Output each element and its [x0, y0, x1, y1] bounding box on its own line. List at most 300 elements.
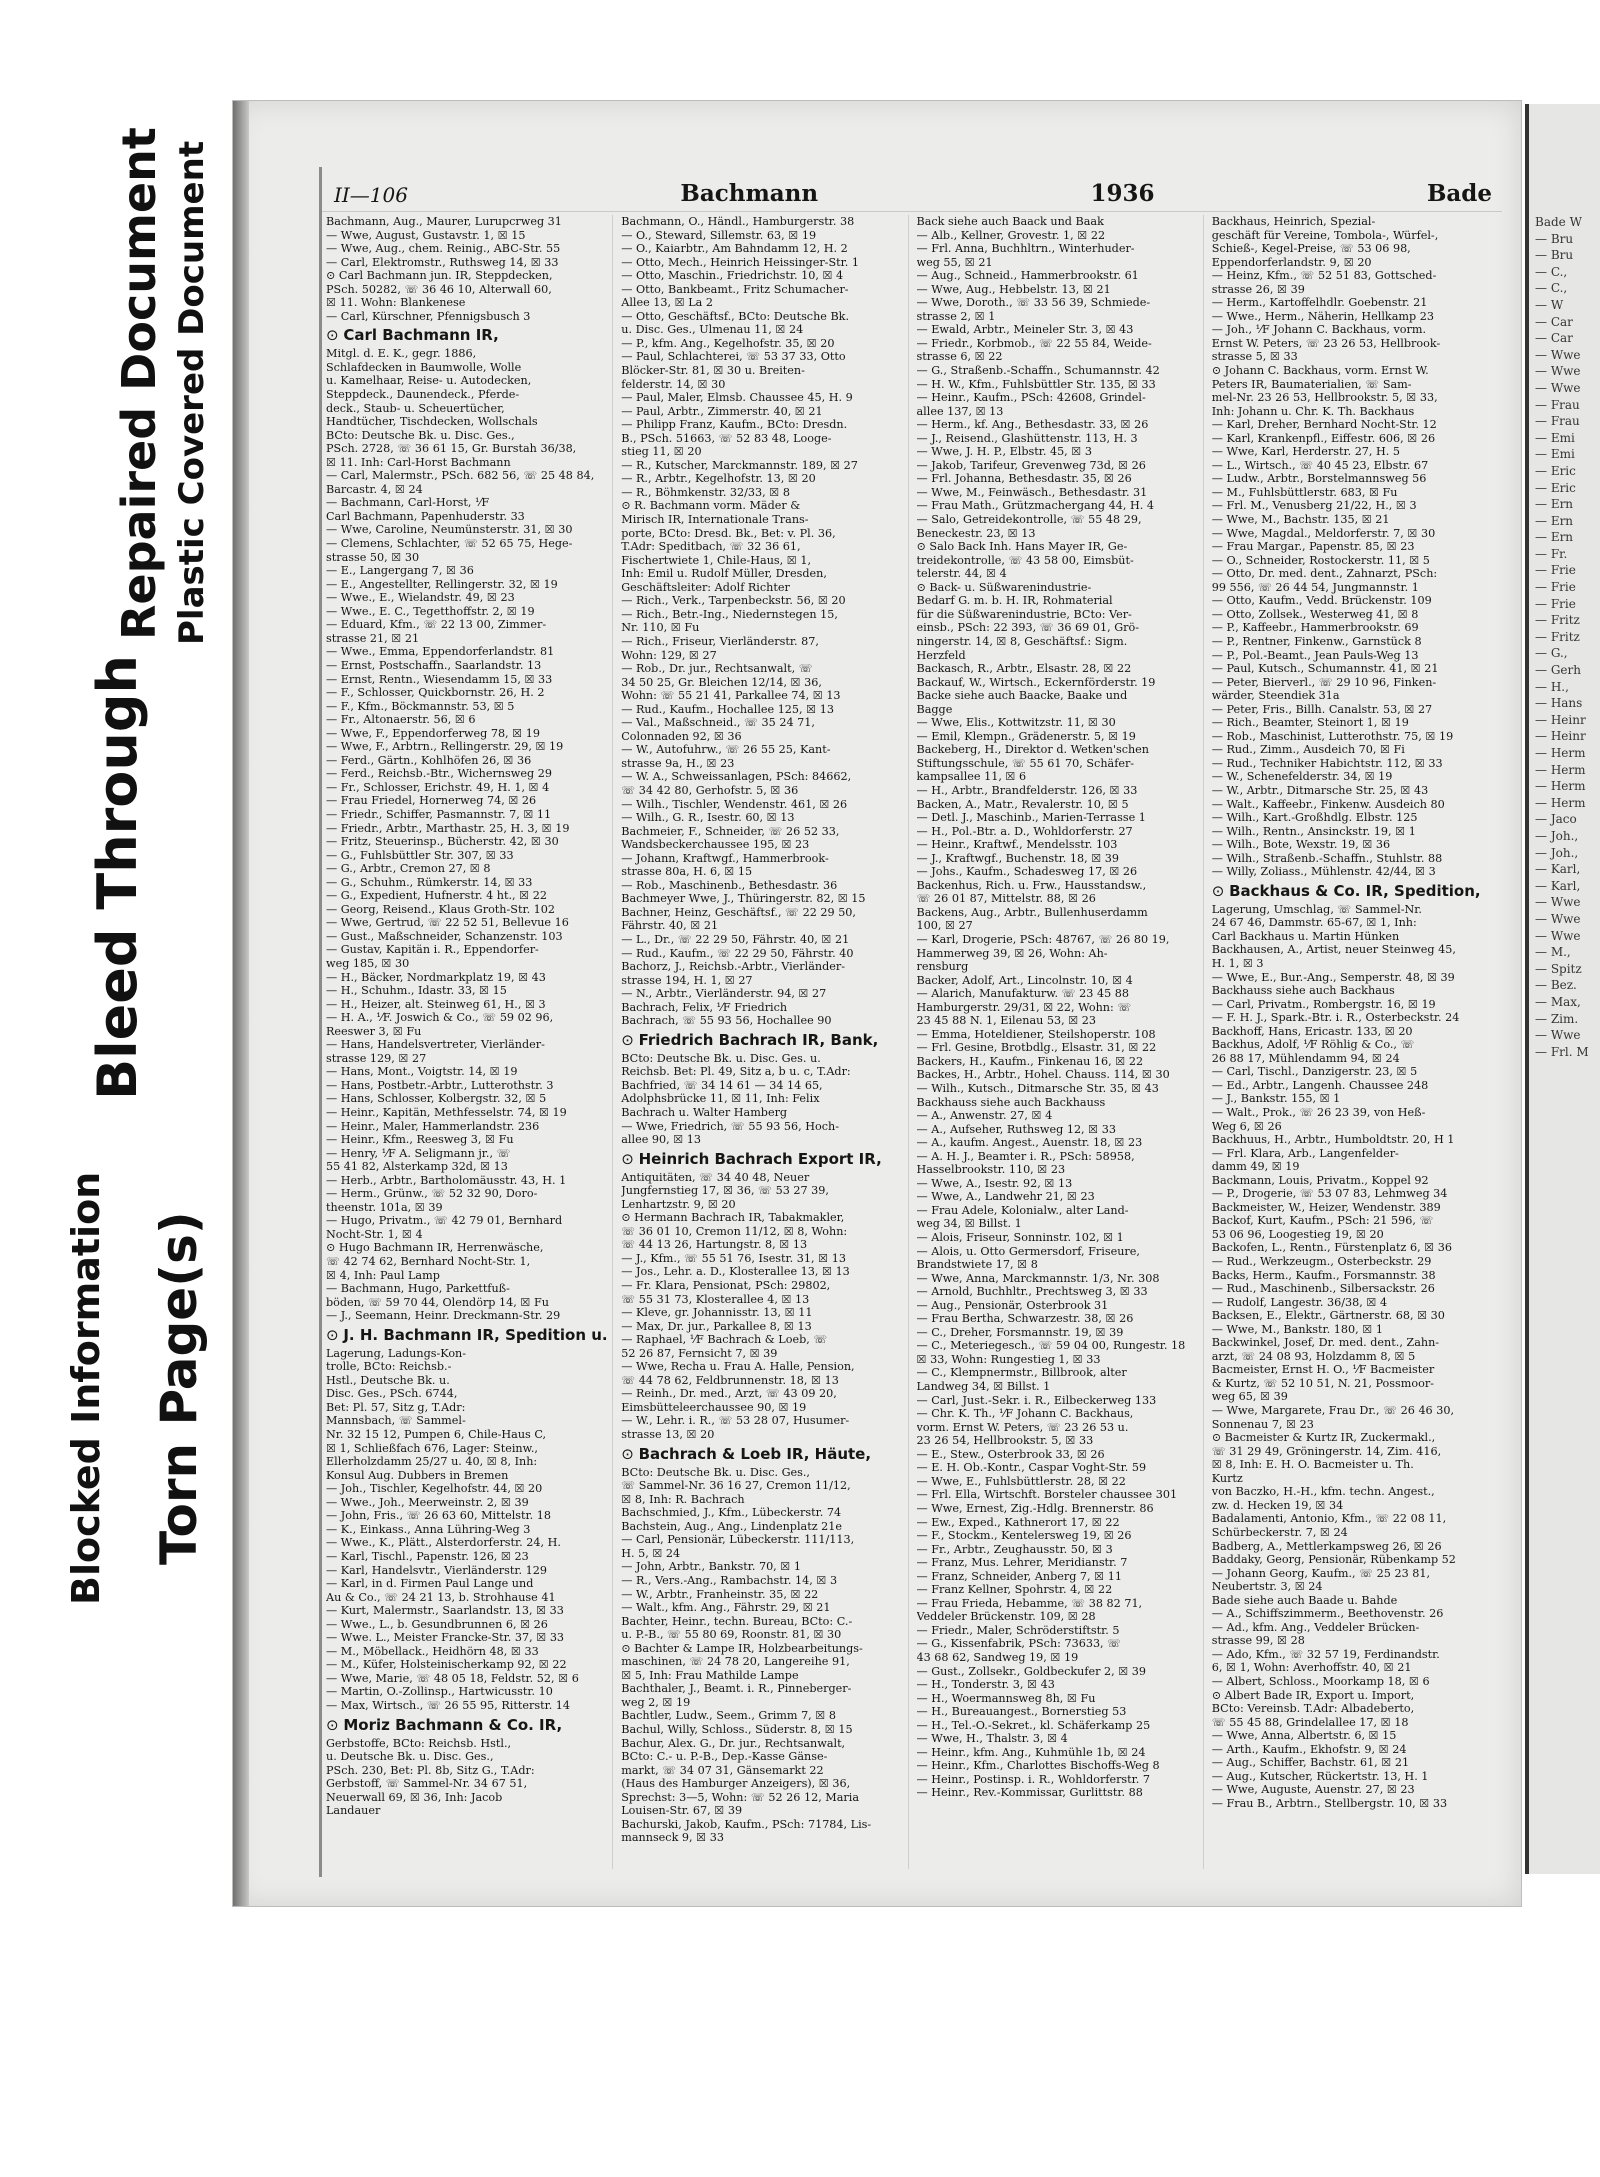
directory-entry: Reichsb. Bet: Pl. 49, Sitz a, b u. c, T.Adr: — [621, 1065, 851, 1079]
adjacent-page-line: — Herm — [1535, 746, 1586, 760]
directory-entry: — Ferd., Gärtn., Kohlhöfen 26, ☒ 36 — [326, 753, 532, 767]
directory-entry: ☒ 33, Wohn: Rungestieg 1, ☒ 33 — [916, 1352, 1101, 1366]
directory-entry: (Haus des Hamburger Anzeigers), ☒ 36, — [621, 1777, 851, 1791]
directory-entry: — Otto, Zollsek., Westerweg 41, ☒ 8 — [1211, 607, 1419, 621]
directory-entry: strasse 194, H. 1, ☒ 27 — [621, 973, 753, 987]
directory-entry: Bachrach, Felix, ⅟F Friedrich — [621, 1000, 788, 1014]
directory-entry: — Hans, Postbetr.-Arbtr., Lutterothstr. 3 — [326, 1078, 554, 1092]
directory-entry: — Peter, Bierverl., ☏ 29 10 96, Finken- — [1211, 675, 1437, 689]
adjacent-page-line: — Heinr — [1535, 729, 1586, 744]
directory-entry: — Wwe, A., Isestr. 92, ☒ 13 — [916, 1176, 1073, 1190]
directory-entry: Carl Bachmann, Papenhuderstr. 33 — [326, 509, 525, 523]
directory-entry: PSch. 50282, ☏ 36 46 10, Alterwall 60, — [326, 282, 552, 296]
directory-entry: — Rob., Dr. jur., Rechtsanwalt, ☏ — [621, 662, 813, 676]
header-left-word: Bachmann — [680, 180, 819, 207]
directory-entry: — John, Arbtr., Bankstr. 70, ☒ 1 — [621, 1560, 802, 1574]
directory-entry: — Otto, Dr. med. dent., Zahnarzt, PSch: — [1211, 567, 1438, 581]
directory-entry: Kurtz — [1211, 1471, 1243, 1485]
directory-entry: — Alarich, Manufakturw. ☏ 23 45 88 — [916, 987, 1129, 1001]
directory-entry: — Wwe., L., b. Gesundbrunnen 6, ☒ 26 — [326, 1617, 548, 1631]
adjacent-page-line: — Karl, — [1535, 862, 1581, 877]
directory-entry: u. Disc. Ges., Ulmenau 11, ☒ 24 — [621, 323, 804, 337]
adjacent-page-line: — Karl, — [1535, 878, 1581, 893]
directory-entry: Backhauss siehe auch Backhauss — [916, 1095, 1106, 1109]
adjacent-page-line: Bade W — [1535, 215, 1582, 229]
directory-entry: maschinen, ☏ 24 78 20, Langereihe 91, — [621, 1655, 850, 1669]
directory-entry: — Rud., Kaufm., Hochallee 125, ☒ 13 — [621, 702, 834, 716]
adjacent-page-line: — Eric — [1535, 480, 1576, 495]
directory-entry: — Carl, Kürschner, Pfennigsbusch 3 — [326, 309, 531, 323]
directory-entry: — G., Expedient, Hufnerstr. 4 ht., ☒ 22 — [326, 889, 547, 903]
directory-entry: — F., Kfm., Böckmannstr. 53, ☒ 5 — [326, 699, 515, 713]
directory-entry: BCto: Deutsche Bk. u. Disc. Ges. u. — [621, 1051, 821, 1065]
page-number: II—106 — [334, 183, 408, 207]
directory-entry: — Wwe, Margarete, Frau Dr., ☏ 26 46 30, — [1211, 1404, 1455, 1418]
directory-entry: BCto: Deutsche Bk. u. Disc. Ges., — [621, 1465, 810, 1479]
directory-entry: Gerbstoffe, BCto: Reichsb. Hstl., — [326, 1736, 512, 1750]
directory-entry: — Frl. Gesine, Brotbdlg., Elsastr. 31, ☒ 22 — [916, 1041, 1157, 1055]
directory-entry: ⊙ Albert Bade IR, Export u. Import, — [1211, 1688, 1415, 1702]
directory-entry: — G., Schuhm., Rümkerstr. 14, ☒ 33 — [326, 875, 533, 889]
directory-entry: — Paul, Kutsch., Schumannstr. 41, ☒ 21 — [1211, 662, 1439, 676]
directory-entry: — Fr. Klara, Pensionat, PSch: 29802, — [621, 1279, 831, 1293]
adjacent-page-line: — M., — [1535, 945, 1571, 960]
directory-entry: Sprechst: 3—5, Wohn: ☏ 52 26 12, Maria — [621, 1790, 860, 1804]
directory-entry: ☒ 8, Inh: E. H. O. Bacmeister u. Th. — [1211, 1458, 1414, 1472]
adjacent-page-line: — Frau — [1535, 414, 1580, 429]
directory-entry: — Emma, Hoteldiener, Steilshoperstr. 108 — [916, 1027, 1156, 1041]
directory-entry: zw. d. Hecken 19, ☒ 34 — [1211, 1498, 1344, 1512]
directory-entry: — Wwe, Friedrich, ☏ 55 93 56, Hoch- — [621, 1119, 840, 1133]
directory-entry: — C., Meteriegesch., ☏ 59 04 00, Rungestr. 18 — [916, 1339, 1186, 1353]
directory-entry: — Philipp Franz, Kaufm., BCto: Dresdn. — [621, 418, 848, 432]
directory-entry: — L., Wirtsch., ☏ 40 45 23, Elbstr. 67 — [1211, 458, 1429, 472]
directory-entry: — E. H. Ob.-Kontr., Caspar Voght-Str. 59 — [916, 1461, 1147, 1475]
directory-entry: — Karl, Tischl., Papenstr. 126, ☒ 23 — [326, 1549, 529, 1563]
directory-entry: — H., Bäcker, Nordmarkplatz 19, ☒ 43 — [326, 970, 546, 984]
adjacent-page-line: — Ern — [1535, 513, 1574, 528]
directory-entry: — Frau Math., Grützmachergang 44, H. 4 — [916, 499, 1154, 513]
directory-entry: Backenhus, Rich. u. Frw., Hausstandsw., — [916, 878, 1147, 892]
directory-entry: — Herm., Grünw., ☏ 52 32 90, Doro- — [326, 1187, 538, 1201]
directory-entry: — Detl. J., Maschinb., Marien-Terrasse 1 — [916, 811, 1146, 825]
directory-entry: — Wwe, E., Bur.-Ang., Semperstr. 48, ☒ 39 — [1211, 970, 1455, 984]
directory-entry: — E., Langergang 7, ☒ 36 — [326, 564, 474, 578]
directory-entry: — Wwe. L., Meister Francke-Str. 37, ☒ 33 — [326, 1631, 565, 1645]
label-repaired-document: Repaired Document — [112, 127, 166, 640]
adjacent-page-line: — Wwe — [1535, 364, 1581, 379]
directory-entry: — E., Angestellter, Rellingerstr. 32, ☒ 19 — [326, 577, 558, 591]
directory-entry: H. 1, ☒ 3 — [1211, 956, 1264, 970]
directory-entry: 99 556, ☏ 26 44 54, Jungmannstr. 1 — [1211, 580, 1419, 594]
directory-entry: — Karl, in d. Firmen Paul Lange und — [326, 1577, 534, 1591]
directory-entry: ☏ 36 01 10, Cremon 11/12, ☒ 8, Wohn: — [621, 1224, 848, 1238]
adjacent-page-line: — Eric — [1535, 463, 1576, 478]
directory-entry: weg 34, ☒ Billst. 1 — [916, 1217, 1022, 1231]
directory-entry: — Aug., Schiffer, Bachstr. 61, ☒ 21 — [1211, 1756, 1410, 1770]
directory-entry: ☏ 34 42 80, Gerhofstr. 5, ☒ 36 — [621, 783, 799, 797]
directory-entry: ⊙ Carl Bachmann jun. IR, Steppdecken, — [326, 269, 553, 283]
directory-entry: porte, BCto: Dresd. Bk., Bet: v. Pl. 36, — [621, 526, 836, 540]
directory-entry: — P., Rentner, Finkenw., Garnstück 8 — [1211, 634, 1422, 648]
directory-entry: — Bachmann, Carl-Horst, ⅟F — [326, 496, 490, 510]
directory-entry: — G., Fuhlsbüttler Str. 307, ☒ 33 — [326, 848, 514, 862]
directory-entry: Stiftungsschule, ☏ 55 61 70, Schäfer- — [916, 756, 1135, 770]
directory-entry: — Val., Maßschneid., ☏ 35 24 71, — [621, 716, 815, 730]
directory-entry: Backmeister, W., Heizer, Wendenstr. 389 — [1211, 1200, 1441, 1214]
directory-entry: ☏ 55 31 73, Klosterallee 4, ☒ 13 — [621, 1292, 810, 1306]
directory-entry: — H., Arbtr., Brandfelderstr. 126, ☒ 33 — [916, 783, 1138, 797]
directory-entry: — Max, Wirtsch., ☏ 26 55 95, Ritterstr. 14 — [326, 1698, 571, 1712]
directory-entry: — Arnold, Buchhltr., Prechtsweg 3, ☒ 33 — [916, 1285, 1148, 1299]
directory-entry: — Hugo, Privatm., ☏ 42 79 01, Bernhard — [326, 1214, 563, 1228]
directory-entry: — J., Reisend., Glashüttenstr. 113, H. 3 — [916, 431, 1138, 445]
directory-entry: Bagge — [916, 702, 953, 716]
directory-entry: ☒ 8, Inh: R. Bachrach — [621, 1492, 745, 1506]
adjacent-page-line: — Joh., — [1535, 828, 1579, 843]
directory-entry: — Emil, Klempn., Grädenerstr. 5, ☒ 19 — [916, 729, 1136, 743]
directory-entry: — Otto, Bankbeamt., Fritz Schumacher- — [621, 282, 849, 296]
directory-entry: — Wilh., Kutsch., Ditmarsche Str. 35, ☒ 43 — [916, 1082, 1159, 1095]
directory-entry: Adolphsbrücke 11, ☒ 11, Inh: Felix — [621, 1092, 820, 1106]
directory-entry: — Fr., Schlosser, Erichstr. 49, H. 1, ☒ 4 — [326, 780, 550, 794]
directory-entry: — A., kaufm. Angest., Auenstr. 18, ☒ 23 — [916, 1136, 1143, 1150]
directory-entry: — Wwe., K., Plätt., Alsterdorferstr. 24, H. — [326, 1536, 561, 1550]
directory-entry: — Aug., Kutscher, Rückertstr. 13, H. 1 — [1211, 1769, 1429, 1783]
directory-entry: felderstr. 14, ☒ 30 — [621, 377, 726, 391]
adjacent-page-line: — Gerh — [1535, 663, 1581, 678]
directory-entry: u. Kamelhaar, Reise- u. Autodecken, — [326, 374, 532, 388]
directory-entry: — Paul, Schlachterei, ☏ 53 37 33, Otto — [621, 350, 846, 364]
directory-entry: Backwinkel, Josef, Dr. med. dent., Zahn- — [1211, 1336, 1440, 1350]
directory-entry: — Henry, ⅟F A. Seligmann jr., ☏ — [326, 1146, 511, 1160]
directory-entry: — Wwe, Elis., Kottwitzstr. 11, ☒ 30 — [916, 716, 1116, 730]
directory-entry: Brandstwiete 17, ☒ 8 — [916, 1258, 1038, 1272]
directory-entry: Bachmeyer Wwe, J., Thüringerstr. 82, ☒ 15 — [621, 892, 866, 906]
adjacent-page-line: — Wwe — [1535, 1028, 1581, 1043]
directory-entry: PSch. 2728, ☏ 36 61 15, Gr. Burstah 36/38, — [326, 442, 577, 456]
directory-entry: — Frau Bertha, Schwarzestr. 38, ☒ 26 — [916, 1312, 1134, 1326]
directory-entry: — Wwe, A., Landwehr 21, ☒ 23 — [916, 1190, 1095, 1204]
directory-entry: 53 06 96, Loogestieg 19, ☒ 20 — [1211, 1227, 1384, 1241]
directory-entry: — J., Seemann, Heinr. Dreckmann-Str. 29 — [326, 1309, 561, 1323]
directory-entry: — Wwe, J. H. P., Elbstr. 45, ☒ 3 — [916, 445, 1092, 459]
directory-entry: — O., Kaiarbtr., Am Bahndamm 12, H. 2 — [621, 242, 848, 256]
directory-entry: BCto: Deutsche Bk. u. Disc. Ges., — [326, 428, 515, 442]
directory-entry: strasse 26, ☒ 39 — [1211, 282, 1305, 296]
directory-entry: Carl Backhaus u. Martin Hünken — [1211, 929, 1400, 943]
directory-entry: Veddeler Brückenstr. 109, ☒ 28 — [916, 1610, 1096, 1624]
directory-entry: weg 55, ☒ 21 — [916, 255, 993, 269]
directory-entry: Schieß-, Kegel-Preise, ☏ 53 06 98, — [1211, 242, 1411, 256]
column-4 — [1212, 215, 1498, 1869]
header-year: 1936 — [1090, 180, 1155, 207]
directory-entry: Backhus, Adolf, ⅟F Röhlig & Co., ☏ — [1211, 1038, 1415, 1052]
directory-entry: — Wwe, Karl, Herderstr. 27, H. 5 — [1211, 445, 1401, 459]
adjacent-page-line: — Frie — [1535, 596, 1576, 611]
directory-entry: & Kurtz, ☏ 52 10 51, N. 21, Possmoor- — [1211, 1376, 1434, 1390]
directory-entry: — H., Tel.-O.-Sekret., kl. Schäferkamp 25 — [916, 1718, 1151, 1732]
directory-entry: Mirisch IR, Internationale Trans- — [621, 513, 809, 527]
directory-entry: strasse 80a, H. 6, ☒ 15 — [621, 865, 753, 879]
directory-entry: — Chr. K. Th., ⅟F Johann C. Backhaus, — [916, 1407, 1134, 1421]
directory-entry: — Wwe, Ernest, Zig.-Hdlg. Brennerstr. 86 — [916, 1501, 1154, 1515]
directory-entry: Schürbeckerstr. 7, ☒ 24 — [1211, 1525, 1348, 1539]
directory-entry: — C., Klempnermstr., Billbrook, alter — [916, 1366, 1127, 1380]
directory-entry: — Wilh., Kart.-Großhdlg. Elbstr. 125 — [1211, 811, 1418, 825]
adjacent-page-line: — Car — [1535, 314, 1573, 329]
directory-entry: Bachul, Willy, Schloss., Süderstr. 8, ☒ 15 — [621, 1722, 853, 1736]
directory-entry: — Wwe., E. C., Tegetthoffstr. 2, ☒ 19 — [326, 604, 535, 618]
directory-entry: strasse 2, ☒ 1 — [916, 309, 996, 323]
adjacent-page-line: — Bru — [1535, 231, 1574, 246]
directory-entry: T.Adr: Speditbach, ☏ 32 36 61, — [621, 540, 801, 554]
directory-entry: Backer, Adolf, Art., Lincolnstr. 10, ☒ 4 — [916, 973, 1133, 987]
directory-entry: — Wwe., Joh., Meerweinstr. 2, ☒ 39 — [326, 1495, 529, 1509]
directory-entry: strasse 9a, H., ☒ 23 — [621, 756, 735, 770]
directory-entry: — Wwe, E., Fuhlsbüttlerstr. 28, ☒ 22 — [916, 1474, 1126, 1488]
directory-entry: Barcastr. 4, ☒ 24 — [326, 482, 423, 496]
directory-entry: — J., Kraftwgf., Buchenstr. 18, ☒ 39 — [916, 851, 1120, 865]
directory-entry: — Frau Margar., Papenstr. 85, ☒ 23 — [1211, 540, 1415, 554]
directory-entry: — Friedr., Korbmob., ☏ 22 55 84, Weide- — [916, 336, 1152, 350]
directory-entry: ☏ 26 01 87, Mittelstr. 88, ☒ 26 — [916, 892, 1096, 906]
directory-entry: — E., Stew., Osterbrook 33, ☒ 26 — [916, 1447, 1105, 1461]
directory-entry: — Heinr., Kaufm., PSch: 42608, Grindel- — [916, 391, 1146, 405]
directory-entry: — G., Arbtr., Cremon 27, ☒ 8 — [326, 862, 491, 876]
adjacent-page-line: — Fritz — [1535, 613, 1580, 628]
directory-entry: — M., Fuhlsbüttlerstr. 683, ☒ Fu — [1211, 485, 1398, 499]
directory-entry: Eppendorferlandstr. 9, ☒ 20 — [1211, 255, 1372, 269]
directory-entry: — Ado, Kfm., ☏ 32 57 19, Ferdinandstr. — [1211, 1647, 1440, 1661]
adjacent-page-edge — [1525, 104, 1600, 1874]
directory-entry: Allee 13, ☒ La 2 — [621, 296, 713, 310]
directory-entry: — H., Heizer, alt. Steinweg 61, H., ☒ 3 — [326, 997, 546, 1011]
directory-entry: — R., Böhmkenstr. 32/33, ☒ 8 — [621, 485, 790, 499]
directory-entry: — Wwe, Anna, Marckmannstr. 1/3, Nr. 308 — [916, 1271, 1160, 1285]
directory-entry: — K., Einkass., Anna Lühring-Weg 3 — [326, 1522, 531, 1536]
firm-heading: ⊙ Bachrach & Loeb IR, Häute, — [621, 1444, 904, 1464]
directory-entry: 24 67 46, Dammstr. 65-67, ☒ 1, Inh: — [1211, 916, 1417, 930]
directory-entry: Backs, Herm., Kaufm., Forsmannstr. 38 — [1211, 1268, 1436, 1282]
directory-entry: deck., Staub- u. Scheuertücher, — [326, 401, 505, 415]
directory-entry: — R., Kutscher, Marckmannstr. 189, ☒ 27 — [621, 458, 858, 472]
directory-entry: ☒ 11. Wohn: Blankenese — [326, 296, 466, 310]
directory-entry: Backhausen, A., Artist, neuer Steinweg 45, — [1211, 943, 1456, 957]
directory-entry: — Frl. M., Venusberg 21/22, H., ☒ 3 — [1211, 499, 1417, 513]
directory-entry: Landauer — [326, 1804, 381, 1818]
directory-entry: Backasch, R., Arbtr., Elsastr. 28, ☒ 22 — [916, 662, 1132, 676]
directory-entry: — Friedr., Arbtr., Marthastr. 25, H. 3, ☒ 19 — [326, 821, 570, 835]
directory-entry: Bacmeister, Ernst H. O., ⅟F Bacmeister — [1211, 1363, 1435, 1377]
directory-entry: markt, ☏ 34 07 31, Gänsemarkt 22 — [621, 1763, 824, 1777]
adjacent-page-line: — H., — [1535, 679, 1569, 694]
directory-entry: Backhaus, Heinrich, Spezial- — [1211, 215, 1376, 228]
directory-entry: — Carl, Malermstr., PSch. 682 56, ☏ 25 48 84, — [326, 469, 595, 483]
directory-entry: — Johs., Kaufm., Schadesweg 17, ☒ 26 — [916, 865, 1138, 879]
directory-entry: — O., Schneider, Rostockerstr. 11, ☒ 5 — [1211, 553, 1430, 567]
directory-entry: Backers, H., Kaufm., Finkenau 16, ☒ 22 — [916, 1054, 1144, 1068]
directory-entry: — P., kfm. Ang., Kegelhofstr. 35, ☒ 20 — [621, 336, 835, 350]
directory-entry: — Willy, Zoliass., Mühlenstr. 42/44, ☒ 3 — [1211, 865, 1436, 879]
directory-entry: 23 26 54, Hellbrookstr. 5, ☒ 33 — [916, 1434, 1094, 1448]
directory-entry: — F., Stockm., Kentelersweg 19, ☒ 26 — [916, 1529, 1132, 1543]
label-torn-pages: Torn Page(s) — [150, 1211, 208, 1565]
directory-entry: — Wwe, Doroth., ☏ 33 56 39, Schmiede- — [916, 296, 1151, 310]
directory-entry: 23 45 88 N. 1, Eilenau 53, ☒ 23 — [916, 1014, 1097, 1028]
directory-entry: Jungfernstieg 17, ☒ 36, ☏ 53 27 39, — [621, 1184, 829, 1198]
adjacent-page-line: — Herm — [1535, 779, 1586, 794]
directory-entry: ⊙ Hugo Bachmann IR, Herrenwäsche, — [326, 1241, 544, 1255]
directory-entry: — Wilh., Straßenb.-Schaffn., Stuhlstr. 88 — [1211, 851, 1443, 865]
directory-entry: — A., Anwenstr. 27, ☒ 4 — [916, 1109, 1053, 1123]
directory-entry: — H., Tonderstr. 3, ☒ 43 — [916, 1678, 1055, 1692]
directory-entry: u. Deutsche Bk. u. Disc. Ges., — [326, 1750, 494, 1764]
running-header — [322, 167, 1502, 212]
adjacent-page-line: — Frie — [1535, 580, 1576, 595]
directory-entry: — G., Kissenfabrik, PSch: 73633, ☏ — [916, 1637, 1122, 1651]
directory-entry: — P., Drogerie, ☏ 53 07 83, Lehmweg 34 — [1211, 1187, 1448, 1201]
label-blocked-information: Blocked Information — [64, 1171, 108, 1605]
directory-entry: Disc. Ges., PSch. 6744, — [326, 1387, 458, 1401]
directory-entry: — Wwe, M., Feinwäsch., Bethesdastr. 31 — [916, 485, 1148, 499]
adjacent-page-line: — Car — [1535, 331, 1573, 346]
directory-entry: — Rudolf, Langestr. 36/38, ☒ 4 — [1211, 1295, 1388, 1309]
directory-entry: Bedarf G. m. b. H. IR, Rohmaterial — [916, 594, 1113, 608]
adjacent-page-line: — Max, — [1535, 994, 1581, 1009]
directory-entry: — Wwe., Emma, Eppendorferlandstr. 81 — [326, 645, 555, 659]
directory-entry: — Otto, Maschin., Friedrichstr. 10, ☒ 4 — [621, 269, 844, 283]
directory-entry: Bachfried, ☏ 34 14 61 — 34 14 65, — [621, 1078, 823, 1092]
header-right-word: Bade — [1426, 180, 1492, 207]
directory-entry: — Ludw., Arbtr., Borstelmannsweg 56 — [1211, 472, 1427, 486]
directory-entry: — Frau Frieda, Hebamme, ☏ 38 82 71, — [916, 1596, 1143, 1610]
directory-entry: — G., Straßenb.-Schaffn., Schumannstr. 42 — [916, 364, 1160, 378]
directory-entry: Backen, A., Matr., Revalerstr. 10, ☒ 5 — [916, 797, 1129, 811]
adjacent-page-line: — Zim. — [1535, 1011, 1579, 1026]
directory-entry: — Wwe, Recha u. Frau A. Halle, Pension, — [621, 1360, 855, 1374]
adjacent-page-line: — Wwe — [1535, 347, 1581, 362]
adjacent-page-line: — Bez. — [1535, 978, 1577, 993]
adjacent-page-line: — Frau — [1535, 397, 1580, 412]
directory-entry: — Wwe, Auguste, Auenstr. 27, ☒ 23 — [1211, 1783, 1415, 1797]
directory-entry: Landweg 34, ☒ Billst. 1 — [916, 1380, 1051, 1394]
directory-entry: — Heinr., Postinsp. i. R., Wohldorferstr. 7 — [916, 1772, 1151, 1786]
directory-entry: — Rud., Zimm., Ausdeich 70, ☒ Fi — [1211, 743, 1405, 757]
directory-entry: — Gust., Zollsekr., Goldbeckufer 2, ☒ 39 — [916, 1664, 1147, 1678]
adjacent-page-line: — W — [1535, 297, 1564, 312]
directory-entry: — Frl. Anna, Buchhltrn., Winterhuder- — [916, 242, 1135, 256]
directory-entry: — W., Lehr. i. R., ☏ 53 28 07, Husumer- — [621, 1414, 850, 1428]
directory-entry: — Wwe, Aug., chem. Reinig., ABC-Str. 55 — [326, 242, 561, 256]
directory-entry: — Otto, Geschäftsf., BCto: Deutsche Bk. — [621, 309, 850, 323]
directory-entry: Blöcker-Str. 81, ☒ 30 u. Breiten- — [621, 364, 805, 378]
directory-entry: 52 26 87, Fernsicht 7, ☒ 39 — [621, 1346, 778, 1360]
directory-entry: — O., Steward, Sillemstr. 63, ☒ 19 — [621, 228, 817, 242]
directory-entry: — R., Vers.-Ang., Rambachstr. 14, ☒ 3 — [621, 1573, 838, 1587]
directory-entry: allee 90, ☒ 13 — [621, 1133, 702, 1147]
directory-entry: ⊙ Hermann Bachrach IR, Tabakmakler, — [621, 1211, 845, 1225]
directory-entry: einsb., PSch: 22 393, ☏ 36 69 01, Grö- — [916, 621, 1139, 635]
directory-entry: — Alois, Friseur, Sonninstr. 102, ☒ 1 — [916, 1231, 1124, 1245]
directory-entry: — Karl, Drogerie, PSch: 48767, ☏ 26 80 19, — [916, 932, 1170, 946]
directory-entry: Backeberg, H., Direktor d. Wetken'schen — [916, 743, 1150, 757]
directory-entry: — H. A., ⅟F. Joswich & Co., ☏ 59 02 96, — [326, 1011, 554, 1025]
directory-entry: — Paul, Arbtr., Zimmerstr. 40, ☒ 21 — [621, 404, 823, 418]
directory-entry: — Friedr., Schiffer, Pasmannstr. 7, ☒ 11 — [326, 807, 552, 821]
directory-entry: Herzfeld — [916, 648, 966, 662]
directory-entry: H. 5, ☒ 24 — [621, 1546, 681, 1560]
directory-entry: — N., Arbtr., Vierländerstr. 94, ☒ 27 — [621, 987, 827, 1001]
directory-entry: — H. W., Kfm., Fuhlsbüttler Str. 135, ☒ 33 — [916, 377, 1156, 391]
directory-entry: — Wwe, F., Arbtrn., Rellingerstr. 29, ☒ 19 — [326, 740, 564, 754]
directory-entry: Reeswer 3, ☒ Fu — [326, 1024, 422, 1038]
directory-entry: — Wwe., Herm., Näherin, Hellkamp 23 — [1211, 309, 1434, 323]
directory-entry: ☒ 11. Inh: Carl-Horst Bachmann — [326, 455, 511, 469]
directory-entry: — Rud., Maschinenb., Silbersackstr. 26 — [1211, 1282, 1435, 1296]
directory-entry: Bachrach u. Walter Hamberg — [621, 1106, 788, 1119]
adjacent-page-text — [1529, 104, 1600, 1060]
directory-entry: — C., Dreher, Forsmannstr. 19, ☒ 39 — [916, 1325, 1124, 1339]
directory-entry: Nr. 32 15 12, Pumpen 6, Chile-Haus C, — [326, 1428, 547, 1442]
directory-entry: — Wwe, H., Thalstr. 3, ☒ 4 — [916, 1732, 1068, 1746]
directory-entry: — Martin, O.-Zollinsp., Hartwicusstr. 10 — [326, 1685, 553, 1699]
directory-entry: Antiquitäten, ☏ 34 40 48, Neuer — [621, 1170, 810, 1184]
directory-entry: Bachschmied, J., Kfm., Lübeckerstr. 74 — [621, 1506, 842, 1520]
directory-entry: wärder, Steendiek 31a — [1211, 689, 1340, 703]
directory-entry: stieg 11, ☒ 20 — [621, 445, 702, 459]
directory-entry: damm 49, ☒ 19 — [1211, 1160, 1300, 1174]
directory-entry: — Heinr., kfm. Ang., Kuhmühle 1b, ☒ 24 — [916, 1745, 1146, 1759]
directory-entry: — Frau Friedel, Hornerweg 74, ☒ 26 — [326, 794, 537, 808]
firm-heading: ⊙ Moriz Bachmann & Co. IR, — [326, 1715, 609, 1735]
directory-entry: ⊙ Salo Back Inh. Hans Mayer IR, Ge- — [916, 540, 1128, 554]
directory-entry: ⊙ Johann C. Backhaus, vorm. Ernst W. — [1211, 364, 1429, 378]
directory-entry: — Rich., Friseur, Vierländerstr. 87, — [621, 634, 819, 648]
directory-entry: Neubertstr. 3, ☒ 24 — [1211, 1580, 1323, 1594]
directory-entry: Ellerholzdamm 25/27 u. 40, ☒ 8, Inh: — [326, 1455, 538, 1469]
directory-entry: 34 50 25, Gr. Bleichen 12/14, ☒ 36, — [621, 675, 822, 689]
directory-entry: — Wwe, Magdal., Meldorferstr. 7, ☒ 30 — [1211, 526, 1436, 540]
directory-entry: — Salo, Getreidekontrolle, ☏ 55 48 29, — [916, 513, 1142, 527]
directory-entry: Bet: Pl. 57, Sitz g, T.Adr: — [326, 1400, 466, 1414]
directory-entry: — M., Möbellack., Heidhörn 48, ☒ 33 — [326, 1644, 539, 1658]
directory-entry: — P., Kaffeebr., Hammerbrookstr. 69 — [1211, 621, 1419, 635]
adjacent-page-line: — Wwe — [1535, 380, 1581, 395]
directory-entry: — Frl. Klara, Arb., Langenfelder- — [1211, 1146, 1399, 1160]
directory-entry: — Heinz, Kfm., ☏ 52 51 83, Gottsched- — [1211, 269, 1437, 283]
directory-entry: Bachmeier, F., Schneider, ☏ 26 52 33, — [621, 824, 840, 838]
directory-entry: — Eduard, Kfm., ☏ 22 13 00, Zimmer- — [326, 618, 547, 632]
directory-entry: Wohn: 129, ☒ 27 — [621, 648, 717, 662]
directory-entry: Hammerweg 39, ☒ 26, Wohn: Ah- — [916, 946, 1108, 960]
directory-entry: — Heinr., Kfm., Charlottes Bischoffs-Weg 8 — [916, 1759, 1160, 1773]
directory-entry: weg 2, ☒ 19 — [621, 1695, 691, 1709]
directory-entry: Mitgl. d. E. K., gegr. 1886, — [326, 347, 477, 361]
directory-entry: Fährstr. 40, ☒ 21 — [621, 919, 719, 933]
directory-entry: BCto: C.- u. P.-B., Dep.-Kasse Gänse- — [621, 1750, 828, 1764]
firm-heading: ⊙ Carl Bachmann IR, — [326, 325, 609, 345]
directory-entry: ningerstr. 14, ☒ 8, Geschäftsf.: Sigm. — [916, 634, 1128, 648]
adjacent-page-line: — Spitz — [1535, 961, 1582, 976]
directory-entry: theenstr. 101a, ☒ 39 — [326, 1200, 443, 1214]
directory-entry: geschäft für Vereine, Tombola-, Würfel-, — [1211, 228, 1439, 242]
directory-entry: — Carl, Privatm., Rombergstr. 16, ☒ 19 — [1211, 997, 1436, 1011]
directory-entry: ☏ 55 45 88, Grindelallee 17, ☒ 18 — [1211, 1715, 1409, 1729]
column-3 — [917, 215, 1204, 1869]
directory-entry: strasse 5, ☒ 33 — [1211, 350, 1298, 364]
directory-entry: — Jos., Lehr. a. D., Klosterallee 13, ☒ 13 — [621, 1265, 850, 1279]
